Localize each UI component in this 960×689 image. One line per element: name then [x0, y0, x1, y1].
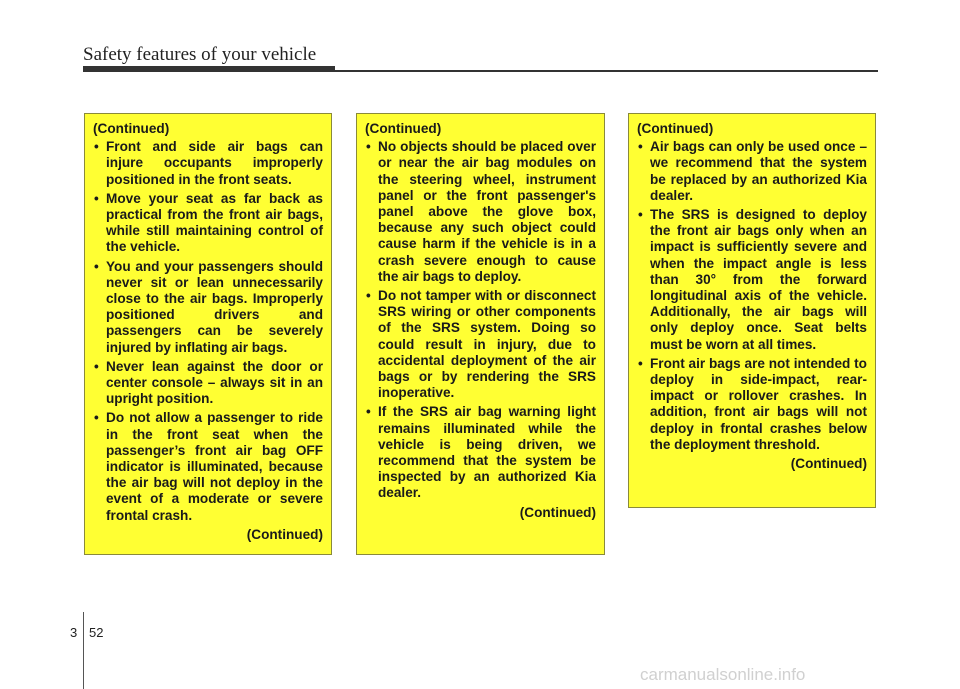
list-item [637, 356, 867, 453]
item-text: You and your passengers should never sit or lean unnecessarily close to the air bags. Improperly positioned drivers and passengers can be severely injured by inflating air bags. [106, 258, 323, 355]
list-item [93, 410, 323, 523]
chapter-number: 3 [70, 625, 78, 640]
item-text: Do not tamper with or disconnect SRS wiring or other components of the SRS system. Doing so could result in injury, due to accidental deployment of the air bags or by rendering the SRS inoperative. [378, 288, 596, 401]
list-item [93, 259, 323, 356]
list-item [365, 288, 596, 401]
header-rule [83, 70, 878, 72]
item-text: Never lean against the door or center console – always sit in an upright position. [106, 358, 323, 407]
item-text: The SRS is designed to deploy the front air bags only when an impact is sufficiently severe and when the impact angle is less than 30° from the forward longitudinal axis of the vehicle. Additionally, the air bags will only deploy once. Seat belts must be worn at all times. [650, 207, 867, 352]
bullet-icon: • [366, 404, 371, 420]
continued-tail: (Continued) [790, 456, 867, 472]
bullet-icon: • [366, 288, 371, 304]
footer-divider [83, 612, 84, 689]
bullet-icon: • [94, 139, 99, 155]
continued-tail: (Continued) [519, 504, 596, 520]
item-text: Move your seat as far back as practical from the front air bags, while still maintaining control of the vehicle. [106, 190, 323, 255]
list-item [93, 191, 323, 256]
item-text: No objects should be placed over or near the air bag modules on the steering wheel, instrument panel or the front passenger's panel above the glove box, because any such object could cause harm if the vehicle is in a crash severe enough to cause the air bags to deploy. [378, 139, 596, 284]
bullet-icon: • [638, 139, 643, 155]
warning-box-1 [84, 113, 332, 555]
warning-box-2 [356, 113, 605, 555]
bullet-icon: • [638, 355, 643, 371]
continued-head: (Continued) [365, 121, 442, 136]
list-item [93, 139, 323, 188]
bullet-icon: • [94, 410, 99, 426]
page-number: 52 [89, 625, 104, 640]
list-item [637, 139, 867, 204]
list-item [365, 139, 596, 285]
item-text: If the SRS air bag warning light remains illuminated while the vehicle is being driven, we recommend that the system be inspected by an authorized Kia dealer. [378, 404, 596, 501]
item-text: Do not allow a passenger to ride in the front seat when the passenger’s front air bag OFF indicator is illuminated, because the air bag will not deploy in the event of a moderate or severe frontal crash. [106, 410, 323, 523]
bullet-icon: • [638, 207, 643, 223]
bullet-icon: • [366, 139, 371, 155]
continued-head: (Continued) [637, 121, 714, 136]
section-title: Safety features of your vehicle [83, 44, 317, 65]
item-text: Front and side air bags can injure occupants improperly positioned in the front seats. [106, 139, 323, 187]
continued-head: (Continued) [93, 121, 170, 136]
list-item [365, 404, 596, 501]
bullet-icon: • [94, 358, 99, 374]
list-item [637, 207, 867, 353]
bullet-icon: • [94, 190, 99, 206]
item-text: Front air bags are not intended to deploy in side-impact, rear-impact or rollover crashes. In addition, front air bags will not deploy in frontal crashes below the deployment threshold. [650, 355, 867, 452]
warning-box-3 [628, 113, 876, 508]
continued-tail: (Continued) [246, 526, 323, 542]
bullet-icon: • [94, 258, 99, 274]
bullet-list [365, 139, 596, 501]
watermark: carmanualsonline.info [640, 665, 806, 684]
item-text: Air bags can only be used once – we recommend that the system be replaced by an authorized Kia dealer. [650, 139, 867, 203]
bullet-list [637, 139, 867, 453]
list-item [93, 359, 323, 408]
bullet-list [93, 139, 323, 524]
